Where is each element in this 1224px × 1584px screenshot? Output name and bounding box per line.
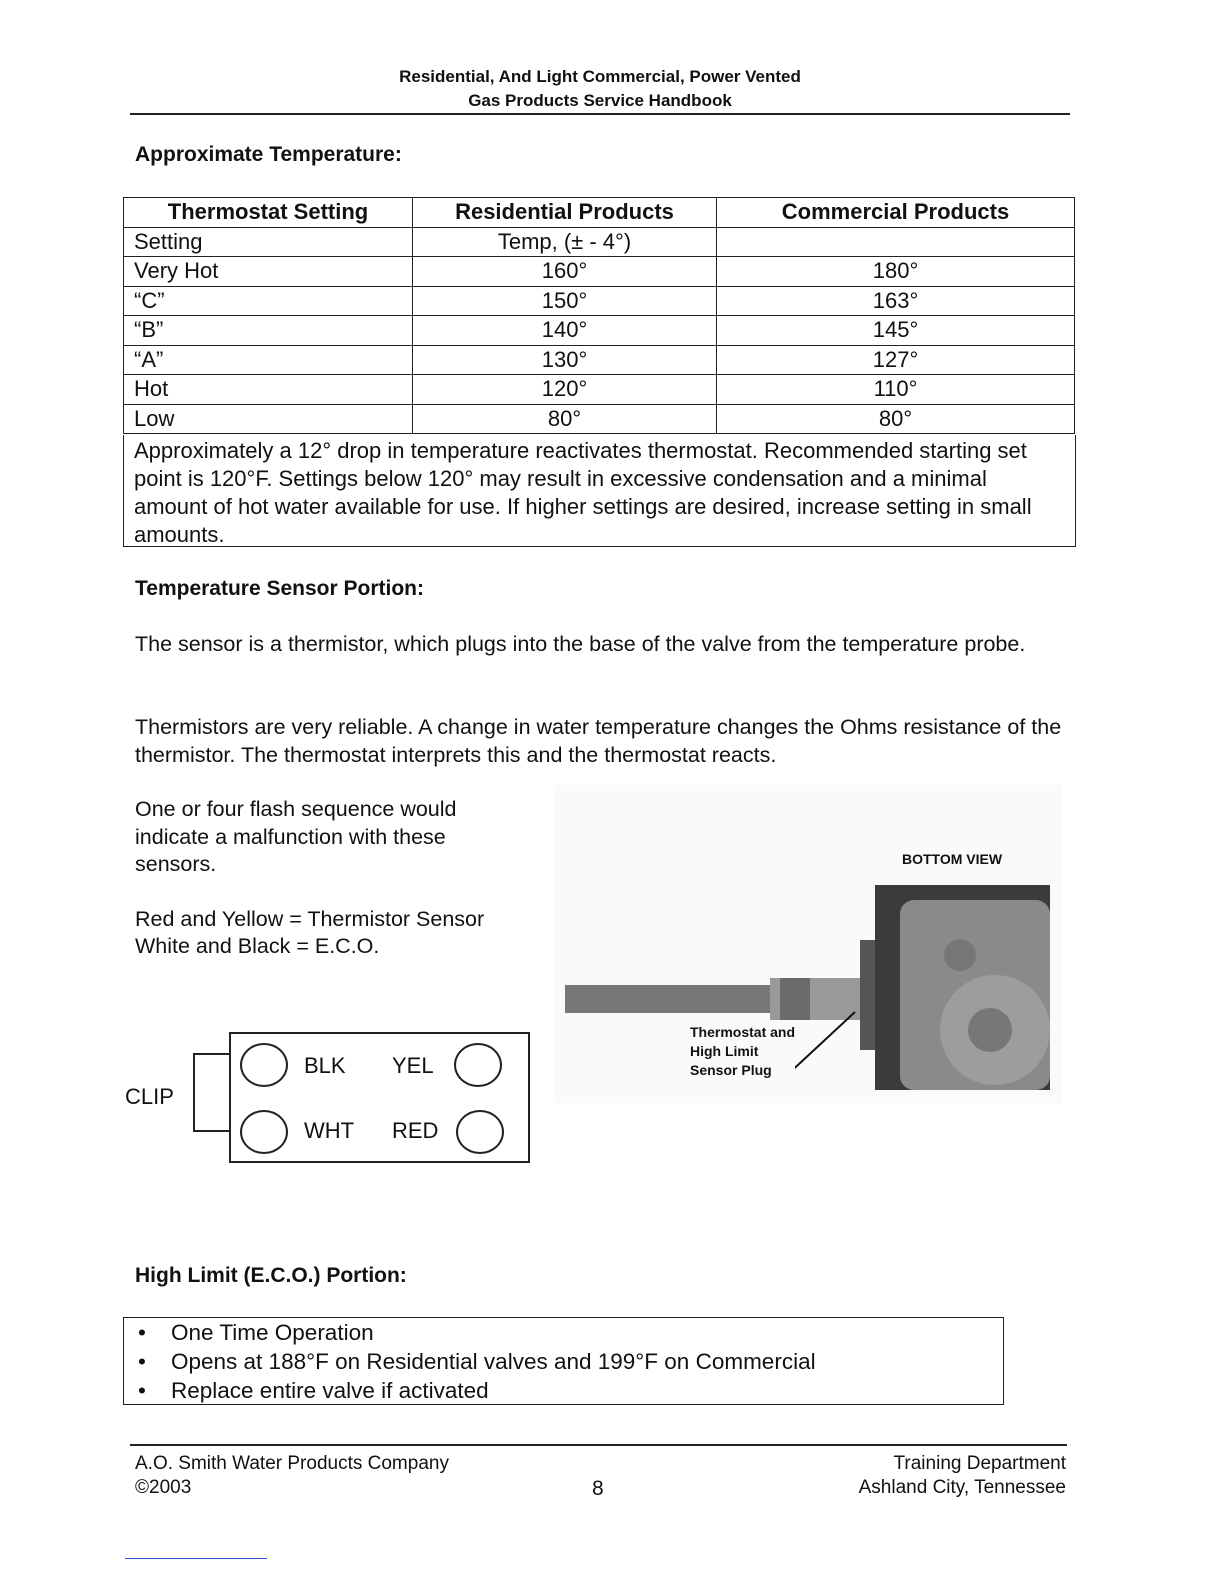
photo-caption: BOTTOM VIEW bbox=[902, 851, 1003, 867]
table-cell: 110° bbox=[717, 375, 1075, 405]
table-row bbox=[124, 345, 1075, 375]
footnote-rule bbox=[125, 1558, 267, 1559]
pin-label: WHT bbox=[304, 1118, 355, 1143]
header-title-line2: Gas Products Service Handbook bbox=[468, 91, 732, 110]
list-item-text: One Time Operation bbox=[171, 1320, 374, 1345]
table-cell: 80° bbox=[717, 404, 1075, 434]
list-item-text: Replace entire valve if activated bbox=[171, 1378, 489, 1403]
table-cell: “B” bbox=[124, 316, 413, 346]
pin-yel-icon bbox=[454, 1043, 502, 1087]
table-cell: Very Hot bbox=[124, 257, 413, 287]
table-cell: 120° bbox=[413, 375, 717, 405]
table-row bbox=[124, 227, 1075, 257]
list-item-text: Opens at 188°F on Residential valves and 199°F on Commercial bbox=[171, 1349, 816, 1374]
connector-box bbox=[229, 1032, 530, 1163]
footer-copyright: ©2003 bbox=[135, 1477, 192, 1498]
page-number: 8 bbox=[592, 1477, 604, 1500]
table-cell: 180° bbox=[717, 257, 1075, 287]
footer-location: Ashland City, Tennessee bbox=[858, 1477, 1066, 1498]
header-rule bbox=[130, 113, 1070, 115]
paragraph: Thermistors are very reliable. A change in water temperature changes the Ohms resistance of the thermistor. The thermostat interprets this and the thermostat reacts. bbox=[135, 715, 1062, 767]
table-row bbox=[124, 257, 1075, 287]
footer-rule bbox=[130, 1444, 1067, 1446]
section-title-high-limit: High Limit (E.C.O.) Portion: bbox=[135, 1264, 407, 1287]
pin-red-icon bbox=[456, 1110, 504, 1154]
pin-blk-icon bbox=[240, 1043, 288, 1087]
photo-callout bbox=[690, 1023, 795, 1080]
table-cell: Low bbox=[124, 404, 413, 434]
table-cell: “C” bbox=[124, 286, 413, 316]
footer-dept: Training Department bbox=[893, 1453, 1066, 1474]
table-cell: 130° bbox=[413, 345, 717, 375]
section-title-sensor: Temperature Sensor Portion: bbox=[135, 577, 424, 600]
pin-label: YEL bbox=[392, 1053, 434, 1078]
table-row bbox=[124, 404, 1075, 434]
table-row bbox=[124, 316, 1075, 346]
high-limit-bullet-list bbox=[123, 1317, 1004, 1405]
callout-line: Thermostat and bbox=[690, 1024, 796, 1040]
table-cell: 140° bbox=[413, 316, 717, 346]
paragraph: The sensor is a thermistor, which plugs into the base of the valve from the temperature probe. bbox=[135, 632, 1026, 656]
callout-line: Sensor Plug bbox=[690, 1062, 772, 1078]
header-title-line1: Residential, And Light Commercial, Power Vented bbox=[399, 67, 801, 86]
table-note: Approximately a 12° drop in temperature reactivates thermostat. Recommended starting set point is 120°F. Settings below 120° may result in excessive condensation and a minimal amount of hot water available for use. If higher settings are desired, increase setting in small amounts. bbox=[123, 435, 1076, 547]
table-cell: 127° bbox=[717, 345, 1075, 375]
table-cell: 80° bbox=[413, 404, 717, 434]
list-item: • Replace entire valve if activated bbox=[138, 1378, 489, 1403]
table-header-row bbox=[124, 198, 1075, 228]
table-row bbox=[124, 286, 1075, 316]
table-cell bbox=[717, 227, 1075, 257]
list-item: • Opens at 188°F on Residential valves and 199°F on Commercial bbox=[138, 1349, 816, 1374]
pin-label: RED bbox=[392, 1118, 439, 1143]
wire-legend-white-black: White and Black = E.C.O. bbox=[135, 934, 380, 958]
temperature-table bbox=[123, 197, 1075, 434]
footer-company: A.O. Smith Water Products Company bbox=[135, 1453, 449, 1474]
table-cell: 150° bbox=[413, 286, 717, 316]
table-row bbox=[124, 375, 1075, 405]
clip-label: CLIP bbox=[125, 1084, 174, 1109]
table-cell: Temp, (± - 4°) bbox=[413, 227, 717, 257]
wire-legend-red-yellow: Red and Yellow = Thermistor Sensor bbox=[135, 907, 485, 931]
table-cell: “A” bbox=[124, 345, 413, 375]
table-cell: 145° bbox=[717, 316, 1075, 346]
table-cell: Hot bbox=[124, 375, 413, 405]
list-item: • One Time Operation bbox=[138, 1320, 374, 1345]
section-title-approx-temp: Approximate Temperature: bbox=[135, 143, 402, 166]
column-header: Thermostat Setting bbox=[124, 198, 413, 228]
table-cell: 163° bbox=[717, 286, 1075, 316]
column-header: Residential Products bbox=[413, 198, 717, 228]
pin-wht-icon bbox=[240, 1110, 288, 1154]
clip-bracket bbox=[193, 1053, 231, 1132]
paragraph: One or four flash sequence would indicate a malfunction with these sensors. bbox=[135, 797, 457, 876]
column-header: Commercial Products bbox=[717, 198, 1075, 228]
valve-photo bbox=[555, 785, 1062, 1103]
table-cell: 160° bbox=[413, 257, 717, 287]
pin-label: BLK bbox=[304, 1053, 346, 1078]
callout-line: High Limit bbox=[690, 1043, 759, 1059]
table-cell: Setting bbox=[124, 227, 413, 257]
